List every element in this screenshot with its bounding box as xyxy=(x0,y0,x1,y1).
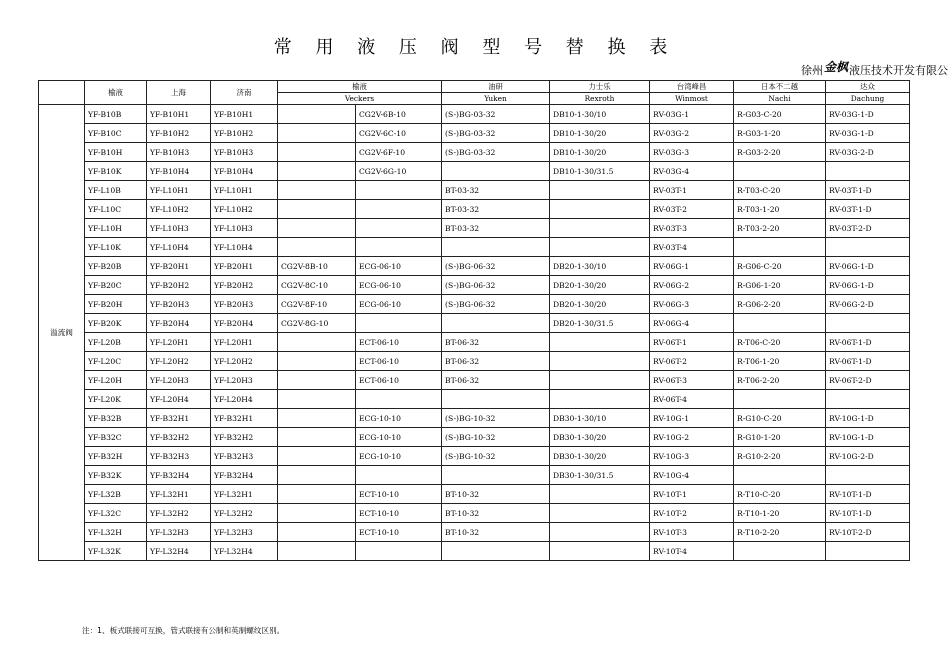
table-cell: RV-03G-1 xyxy=(650,105,734,124)
table-cell: RV-06G-2-D xyxy=(826,295,910,314)
table-cell: YF-B32H4 xyxy=(211,466,278,485)
table-row xyxy=(39,504,910,523)
table-cell: YF-L32H1 xyxy=(147,485,211,504)
table-cell: R-G10-2-20 xyxy=(734,447,826,466)
table-cell: RV-03G-1-D xyxy=(826,105,910,124)
table-cell: YF-B32B xyxy=(85,409,147,428)
table-cell: BT-10-32 xyxy=(442,523,550,542)
table-cell: R-G03-1-20 xyxy=(734,124,826,143)
page-title: 常 用 液 压 阀 型 号 替 换 表 xyxy=(273,37,677,58)
table-cell: BT-03-32 xyxy=(442,181,550,200)
table-cell: RV-10T-4 xyxy=(650,542,734,561)
table-cell: YF-B20H2 xyxy=(211,276,278,295)
table-cell: YF-B32H4 xyxy=(147,466,211,485)
table-cell: DB10-1-30/20 xyxy=(550,143,650,162)
table-row xyxy=(39,257,910,276)
header-brand-cn: 力士乐 xyxy=(550,81,650,93)
table-cell xyxy=(550,504,650,523)
table-row xyxy=(39,333,910,352)
table-row xyxy=(39,124,910,143)
table-cell: ECG-06-10 xyxy=(356,276,442,295)
table-cell: YF-L10H1 xyxy=(147,181,211,200)
table-cell: YF-L20H4 xyxy=(147,390,211,409)
table-cell xyxy=(278,333,356,352)
table-cell: YF-L10H4 xyxy=(147,238,211,257)
table-cell: YF-L32C xyxy=(85,504,147,523)
table-row xyxy=(39,428,910,447)
table-cell: RV-06T-2 xyxy=(650,352,734,371)
table-cell xyxy=(734,390,826,409)
table-cell xyxy=(550,485,650,504)
table-cell: R-G10-C-20 xyxy=(734,409,826,428)
table-cell: DB20-1-30/20 xyxy=(550,276,650,295)
table-cell xyxy=(442,466,550,485)
table-cell xyxy=(442,542,550,561)
table-cell xyxy=(278,105,356,124)
table-cell: RV-06G-1-D xyxy=(826,276,910,295)
table-cell xyxy=(826,238,910,257)
table-cell: YF-B10H2 xyxy=(211,124,278,143)
table-row xyxy=(39,238,910,257)
table-cell xyxy=(278,371,356,390)
table-cell xyxy=(356,314,442,333)
table-cell xyxy=(734,542,826,561)
table-cell xyxy=(356,181,442,200)
table-cell: CG2V-8C-10 xyxy=(278,276,356,295)
table-cell xyxy=(550,333,650,352)
table-cell: RV-06T-1 xyxy=(650,333,734,352)
table-cell: DB20-1-30/31.5 xyxy=(550,314,650,333)
table-cell: RV-03T-1 xyxy=(650,181,734,200)
table-cell: RV-03G-2 xyxy=(650,124,734,143)
table-cell xyxy=(826,162,910,181)
table-cell: YF-L32H xyxy=(85,523,147,542)
table-cell: RV-03G-4 xyxy=(650,162,734,181)
table-cell xyxy=(550,238,650,257)
table-cell: (S-)BG-10-32 xyxy=(442,447,550,466)
table-row xyxy=(39,162,910,181)
table-cell: YF-B32K xyxy=(85,466,147,485)
footnote: 注：1、板式联接可互换，管式联接有公制和英制螺纹区别。 xyxy=(82,626,285,635)
table-cell xyxy=(278,238,356,257)
table-cell: ECG-10-10 xyxy=(356,428,442,447)
table-cell xyxy=(278,200,356,219)
table-cell xyxy=(278,523,356,542)
table-cell: YF-B20H4 xyxy=(147,314,211,333)
table-cell xyxy=(550,390,650,409)
table-cell: YF-L20H2 xyxy=(211,352,278,371)
table-row xyxy=(39,219,910,238)
table-cell: DB10-1-30/20 xyxy=(550,124,650,143)
table-cell xyxy=(278,162,356,181)
table-cell: CG2V-8B-10 xyxy=(278,257,356,276)
table-cell: YF-L32H2 xyxy=(211,504,278,523)
table-cell: YF-B10C xyxy=(85,124,147,143)
table-cell xyxy=(550,219,650,238)
table-cell: YF-B20C xyxy=(85,276,147,295)
table-cell: (S-)BG-06-32 xyxy=(442,295,550,314)
table-cell: RV-06G-1 xyxy=(650,257,734,276)
table-cell: DB20-1-30/10 xyxy=(550,257,650,276)
table-cell: RV-10G-1 xyxy=(650,409,734,428)
table-cell: RV-10T-1-D xyxy=(826,485,910,504)
table-cell xyxy=(550,352,650,371)
table-cell: YF-L10H3 xyxy=(147,219,211,238)
table-cell xyxy=(278,181,356,200)
table-cell: R-G03-C-20 xyxy=(734,105,826,124)
table-cell xyxy=(278,219,356,238)
header-shanghai: 上海 xyxy=(147,81,211,105)
table-row xyxy=(39,105,910,124)
table-cell: YF-B32H xyxy=(85,447,147,466)
table-cell: YF-L32H1 xyxy=(211,485,278,504)
table-cell xyxy=(442,162,550,181)
table-cell: YF-B10H1 xyxy=(147,105,211,124)
table-cell: (S-)BG-10-32 xyxy=(442,409,550,428)
header-brand-cn: 达众 xyxy=(826,81,910,93)
company-logo-text: 金枫 xyxy=(823,60,848,74)
table-cell: RV-10G-3 xyxy=(650,447,734,466)
header-brand-en: Veckers xyxy=(278,93,442,105)
table-cell: RV-10T-3 xyxy=(650,523,734,542)
table-cell: YF-L20H xyxy=(85,371,147,390)
table-cell: ECT-10-10 xyxy=(356,504,442,523)
table-cell: BT-03-32 xyxy=(442,200,550,219)
table-cell xyxy=(356,542,442,561)
table-cell: YF-L32H4 xyxy=(211,542,278,561)
table-cell: YF-L32H4 xyxy=(147,542,211,561)
table-cell: CG2V-6G-10 xyxy=(356,162,442,181)
table-cell: RV-06T-4 xyxy=(650,390,734,409)
table-cell: ECG-06-10 xyxy=(356,295,442,314)
table-cell xyxy=(826,542,910,561)
table-cell xyxy=(734,162,826,181)
table-cell: R-T10-1-20 xyxy=(734,504,826,523)
table-cell: RV-10T-1 xyxy=(650,485,734,504)
table-cell: RV-03T-1-D xyxy=(826,181,910,200)
table-cell: YF-L20B xyxy=(85,333,147,352)
table-cell: YF-B20K xyxy=(85,314,147,333)
table-cell: YF-L10H2 xyxy=(211,200,278,219)
table-row xyxy=(39,390,910,409)
table-cell: RV-10T-2 xyxy=(650,504,734,523)
table-cell: YF-B32H2 xyxy=(211,428,278,447)
table-cell: RV-10G-4 xyxy=(650,466,734,485)
table-cell: R-G06-1-20 xyxy=(734,276,826,295)
table-cell: YF-L10B xyxy=(85,181,147,200)
table-cell: YF-L20H2 xyxy=(147,352,211,371)
table-cell: RV-03G-3 xyxy=(650,143,734,162)
table-cell: BT-10-32 xyxy=(442,504,550,523)
table-cell: RV-10G-2 xyxy=(650,428,734,447)
table-cell xyxy=(734,314,826,333)
table-row xyxy=(39,143,910,162)
table-cell: YF-L10H2 xyxy=(147,200,211,219)
table-cell: R-G10-1-20 xyxy=(734,428,826,447)
table-cell: R-T10-2-20 xyxy=(734,523,826,542)
table-row xyxy=(39,276,910,295)
table-cell: ECG-10-10 xyxy=(356,409,442,428)
table-cell xyxy=(442,238,550,257)
table-cell xyxy=(550,523,650,542)
table-cell xyxy=(356,219,442,238)
table-cell: YF-B20H3 xyxy=(147,295,211,314)
table-cell: DB30-1-30/20 xyxy=(550,428,650,447)
table-cell xyxy=(278,542,356,561)
company-name xyxy=(801,61,948,78)
table-cell: R-T06-C-20 xyxy=(734,333,826,352)
table-cell xyxy=(550,200,650,219)
table-cell xyxy=(442,314,550,333)
table-cell: RV-10T-1-D xyxy=(826,504,910,523)
table-cell xyxy=(550,181,650,200)
table-cell xyxy=(278,466,356,485)
table-cell: CG2V-6C-10 xyxy=(356,124,442,143)
table-cell: RV-06T-1-D xyxy=(826,333,910,352)
table-cell: YF-L20H1 xyxy=(211,333,278,352)
table-cell: YF-B10H3 xyxy=(211,143,278,162)
table-cell: ECT-10-10 xyxy=(356,485,442,504)
table-cell xyxy=(356,390,442,409)
table-cell: YF-L20H3 xyxy=(211,371,278,390)
table-cell: YF-L10H3 xyxy=(211,219,278,238)
table-cell: YF-L10C xyxy=(85,200,147,219)
table-cell: YF-B10H xyxy=(85,143,147,162)
table-cell: YF-B20H4 xyxy=(211,314,278,333)
header-jinan: 济南 xyxy=(211,81,278,105)
table-cell: R-T03-1-20 xyxy=(734,200,826,219)
table-body xyxy=(39,105,910,561)
table-cell: YF-L20H3 xyxy=(147,371,211,390)
table-cell: YF-B32H1 xyxy=(211,409,278,428)
table-cell xyxy=(278,428,356,447)
table-cell: ECG-06-10 xyxy=(356,257,442,276)
table-cell: YF-B20H1 xyxy=(211,257,278,276)
table-cell: RV-10T-2-D xyxy=(826,523,910,542)
table-cell: RV-06T-2-D xyxy=(826,371,910,390)
table-cell xyxy=(278,409,356,428)
header-brand-cn: 日本不二越 xyxy=(734,81,826,93)
table-cell: DB20-1-30/20 xyxy=(550,295,650,314)
table-cell xyxy=(278,504,356,523)
table-cell: RV-06T-1-D xyxy=(826,352,910,371)
table-cell: RV-03T-4 xyxy=(650,238,734,257)
table-cell: RV-06G-4 xyxy=(650,314,734,333)
table-cell: YF-B20H3 xyxy=(211,295,278,314)
table-cell: R-T03-2-20 xyxy=(734,219,826,238)
table-cell: ECT-06-10 xyxy=(356,371,442,390)
table-cell: YF-L32K xyxy=(85,542,147,561)
table-cell: (S-)BG-06-32 xyxy=(442,276,550,295)
table-cell xyxy=(826,314,910,333)
table-cell: ECT-06-10 xyxy=(356,333,442,352)
table-cell xyxy=(826,390,910,409)
table-cell: RV-03T-2 xyxy=(650,200,734,219)
table-cell xyxy=(278,485,356,504)
table-cell: RV-10G-1-D xyxy=(826,428,910,447)
table-cell: YF-B32H3 xyxy=(211,447,278,466)
table-cell: DB10-1-30/31.5 xyxy=(550,162,650,181)
table-cell xyxy=(356,200,442,219)
table-cell: CG2V-6B-10 xyxy=(356,105,442,124)
table-cell: R-G06-C-20 xyxy=(734,257,826,276)
table-cell: YF-B20H1 xyxy=(147,257,211,276)
table-cell xyxy=(278,390,356,409)
table-cell: YF-L20H4 xyxy=(211,390,278,409)
table-cell: YF-L10H xyxy=(85,219,147,238)
header-yuci-a: 榆液 xyxy=(85,81,147,105)
table-cell: DB30-1-30/31.5 xyxy=(550,466,650,485)
table-cell xyxy=(278,143,356,162)
table-cell: YF-L32H3 xyxy=(147,523,211,542)
table-cell: YF-L20H1 xyxy=(147,333,211,352)
table-cell: RV-06G-3 xyxy=(650,295,734,314)
table-cell: YF-B10H2 xyxy=(147,124,211,143)
table-cell: R-T06-1-20 xyxy=(734,352,826,371)
table-cell: YF-L20C xyxy=(85,352,147,371)
table-row xyxy=(39,352,910,371)
table-cell: YF-L10H1 xyxy=(211,181,278,200)
table-row xyxy=(39,181,910,200)
table-cell: DB10-1-30/10 xyxy=(550,105,650,124)
table-cell: CG2V-8F-10 xyxy=(278,295,356,314)
table-cell: BT-06-32 xyxy=(442,371,550,390)
header-brand-en: Rexroth xyxy=(550,93,650,105)
table-row xyxy=(39,485,910,504)
header-brand-en: Nachi xyxy=(734,93,826,105)
table-cell: YF-B10K xyxy=(85,162,147,181)
table-cell: YF-B10H4 xyxy=(211,162,278,181)
table-cell: DB30-1-30/20 xyxy=(550,447,650,466)
table-cell: RV-03G-2-D xyxy=(826,143,910,162)
table-cell: RV-03T-2-D xyxy=(826,219,910,238)
table-cell: BT-06-32 xyxy=(442,352,550,371)
table-cell: YF-L32B xyxy=(85,485,147,504)
table-cell: YF-B32H3 xyxy=(147,447,211,466)
table-cell: BT-03-32 xyxy=(442,219,550,238)
table-cell: RV-06G-1-D xyxy=(826,257,910,276)
table-cell: ECG-10-10 xyxy=(356,447,442,466)
table-cell: (S-)BG-10-32 xyxy=(442,428,550,447)
table-cell xyxy=(356,238,442,257)
table-row xyxy=(39,447,910,466)
table-cell: CG2V-8G-10 xyxy=(278,314,356,333)
table-cell: YF-B10H3 xyxy=(147,143,211,162)
table-cell xyxy=(278,352,356,371)
table-cell: YF-L10H4 xyxy=(211,238,278,257)
table-cell xyxy=(550,542,650,561)
company-prefix: 徐州 xyxy=(800,63,823,77)
table-cell: R-T06-2-20 xyxy=(734,371,826,390)
table-cell: R-G03-2-20 xyxy=(734,143,826,162)
table-row xyxy=(39,200,910,219)
table-cell: RV-10G-2-D xyxy=(826,447,910,466)
table-cell: YF-B10B xyxy=(85,105,147,124)
table-row xyxy=(39,466,910,485)
category-cell: 溢流阀 xyxy=(39,105,85,561)
table-cell: YF-L32H3 xyxy=(211,523,278,542)
table-cell: RV-03T-1-D xyxy=(826,200,910,219)
table-cell: YF-L10K xyxy=(85,238,147,257)
table-cell: RV-06G-2 xyxy=(650,276,734,295)
table-row xyxy=(39,542,910,561)
table-cell: RV-03T-3 xyxy=(650,219,734,238)
table-cell: YF-B20H2 xyxy=(147,276,211,295)
table-cell: DB30-1-30/10 xyxy=(550,409,650,428)
table-cell: R-T10-C-20 xyxy=(734,485,826,504)
table-cell: (S-)BG-03-32 xyxy=(442,105,550,124)
table-row xyxy=(39,523,910,542)
table-cell: RV-06T-3 xyxy=(650,371,734,390)
table-cell: (S-)BG-03-32 xyxy=(442,143,550,162)
table-cell xyxy=(734,238,826,257)
header-brand-cn: 油研 xyxy=(442,81,550,93)
header-brand-en: Dachung xyxy=(826,93,910,105)
table-cell xyxy=(278,447,356,466)
table-row xyxy=(39,371,910,390)
table-cell: YF-L20K xyxy=(85,390,147,409)
header-brand-cn: 台湾峰昌 xyxy=(650,81,734,93)
header-brand-cn: 榆液 xyxy=(278,81,442,93)
header-category xyxy=(39,81,85,105)
table-cell: R-G06-2-20 xyxy=(734,295,826,314)
table-cell: (S-)BG-06-32 xyxy=(442,257,550,276)
table-cell xyxy=(442,390,550,409)
table-cell: RV-10G-1-D xyxy=(826,409,910,428)
table-cell: YF-B32C xyxy=(85,428,147,447)
table-cell: YF-L32H2 xyxy=(147,504,211,523)
table-cell xyxy=(278,124,356,143)
table-cell: YF-B10H4 xyxy=(147,162,211,181)
valve-replacement-table xyxy=(38,80,910,561)
table-cell xyxy=(550,371,650,390)
table-cell: ECT-06-10 xyxy=(356,352,442,371)
table-cell: BT-06-32 xyxy=(442,333,550,352)
table-cell: R-T03-C-20 xyxy=(734,181,826,200)
header-brand-en: Yuken xyxy=(442,93,550,105)
table-cell: YF-B32H2 xyxy=(147,428,211,447)
table-cell: YF-B20B xyxy=(85,257,147,276)
table-row xyxy=(39,409,910,428)
table-cell: YF-B20H xyxy=(85,295,147,314)
table-cell xyxy=(356,466,442,485)
table-cell: CG2V-6F-10 xyxy=(356,143,442,162)
company-suffix: 液压技术开发有限公 xyxy=(849,63,948,77)
table-row xyxy=(39,295,910,314)
header-brand-en: Winmost xyxy=(650,93,734,105)
table-cell: YF-B32H1 xyxy=(147,409,211,428)
table-row xyxy=(39,314,910,333)
table-cell: RV-03G-1-D xyxy=(826,124,910,143)
table-cell: BT-10-32 xyxy=(442,485,550,504)
table-cell: ECT-10-10 xyxy=(356,523,442,542)
table-cell xyxy=(826,466,910,485)
table-cell: YF-B10H1 xyxy=(211,105,278,124)
table-cell: (S-)BG-03-32 xyxy=(442,124,550,143)
table-cell xyxy=(734,466,826,485)
